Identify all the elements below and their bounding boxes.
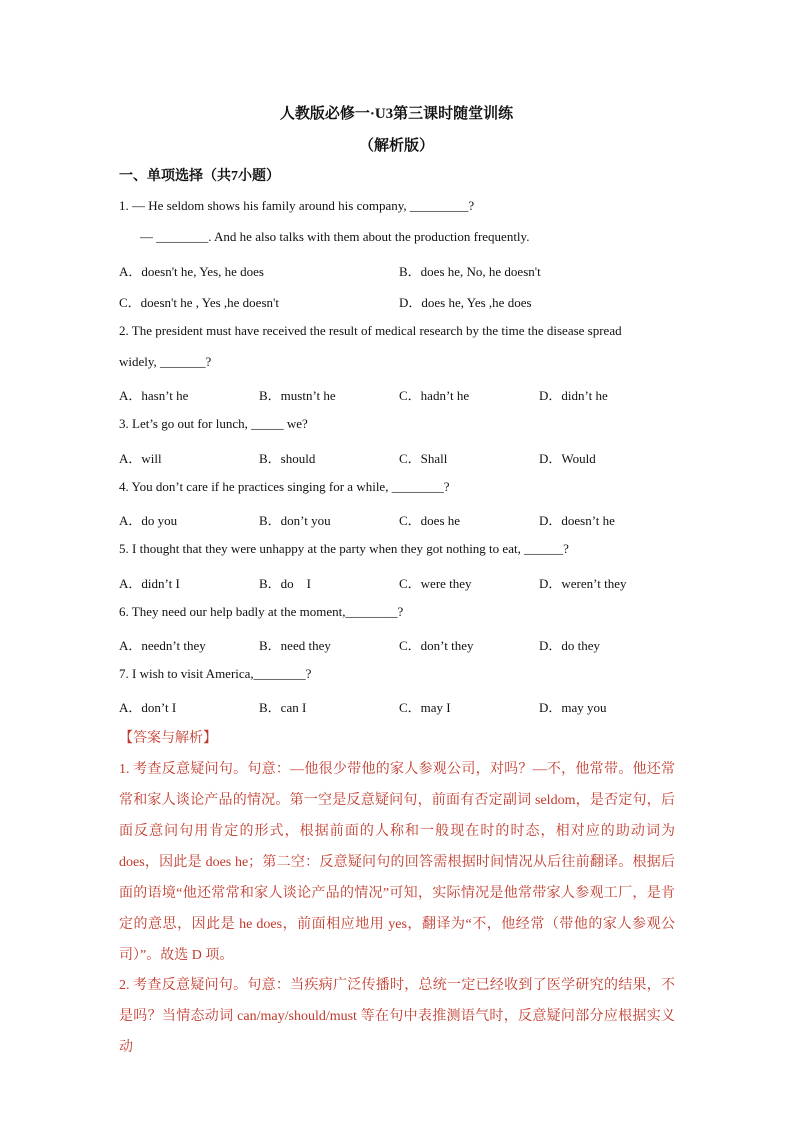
question-2-stem-cont: widely, _______? <box>119 354 212 369</box>
question-7-option-d: D．may you <box>539 700 607 715</box>
question-6-option-a: A．needn’t they <box>119 638 206 653</box>
question-3-option-d: D．Would <box>539 451 596 466</box>
analysis-2: 2. 考查反意疑问句。句意：当疾病广泛传播时，总统一定已经收到了医学研究的结果，不是吗？当情态动词 can/may/should/must 等在句中表推测语气时，反意疑问部分应根据实义动 <box>119 978 675 1055</box>
question-6-option-c: C．don’t they <box>399 638 474 653</box>
question-1-option-b: B．does he, No, he doesn't <box>399 264 541 279</box>
question-3-stem: 3. Let’s go out for lunch, _____ we? <box>119 416 308 431</box>
question-7-option-b: B．can I <box>259 700 307 715</box>
question-6-option-d: D．do they <box>539 638 601 653</box>
answer-heading: 【答案与解析】 <box>119 731 217 746</box>
question-3-option-b: B．should <box>259 451 316 466</box>
question-1-stem-reply: — ________. And he also talks with them about the production frequently. <box>140 229 530 244</box>
question-4-stem: 4. You don’t care if he practices singing for a while, ________? <box>119 479 450 494</box>
question-7-stem: 7. I wish to visit America,________? <box>119 666 312 681</box>
question-4-option-b: B．don’t you <box>259 513 331 528</box>
question-5-stem: 5. I thought that they were unhappy at the party when they got nothing to eat, ______? <box>119 541 569 556</box>
analysis-1: 1. 考查反意疑问句。句意：—他很少带他的家人参观公司，对吗？—不，他常带。他还常常和家人谈论产品的情况。第一空是反意疑问句，前面有否定副词 seldom，是否定句，后面反意问句用肯定的形式，根据前面的人称和一般现在时的时态，相对应的助动词为 does，因此是 does he；第二空：反意疑问句的回答需根据时间情况从后往前翻译。根据后面的语境“他还常常和家人谈论产品的情况”可知，实际情况是他常带家人参观工厂，是肯定的意思，因此是 he does，前面相应地用 yes，翻译为“不，他经常（带他的家人参观公司）”。故选 D 项。 <box>119 762 675 963</box>
question-2-stem: 2. The president must have received the result of medical research by the time the disease spread <box>119 323 622 338</box>
question-6-option-b: B．need they <box>259 638 331 653</box>
question-5-option-b: B．do I <box>259 576 312 591</box>
question-4-option-a: A．do you <box>119 513 178 528</box>
question-7-option-c: C．may I <box>399 700 451 715</box>
question-2-option-d: D．didn’t he <box>539 388 608 403</box>
page-title: 人教版必修一·U3第三课时随堂训练 <box>279 106 514 122</box>
question-1-option-c: C．doesn't he , Yes ,he doesn't <box>119 295 279 310</box>
question-5-option-d: D．weren’t they <box>539 576 627 591</box>
question-1-option-a: A．doesn't he, Yes, he does <box>119 264 264 279</box>
question-1-option-d: D．does he, Yes ,he does <box>399 295 532 310</box>
question-4-option-d: D．doesn’t he <box>539 513 615 528</box>
question-3-option-a: A．will <box>119 451 162 466</box>
question-2-option-b: B．mustn’t he <box>259 388 336 403</box>
section-heading: 一、单项选择（共7小题） <box>119 169 280 184</box>
question-1-stem: 1. — He seldom shows his family around his company, _________? <box>119 198 475 213</box>
question-5-option-c: C．were they <box>399 576 472 591</box>
question-5-option-a: A．didn’t I <box>119 576 180 591</box>
question-2-option-c: C．hadn’t he <box>399 388 470 403</box>
question-7-option-a: A．don’t I <box>119 700 177 715</box>
question-3-option-c: C．Shall <box>399 451 448 466</box>
question-4-option-c: C．does he <box>399 513 461 528</box>
page-subtitle: （解析版） <box>358 138 434 154</box>
question-2-option-a: A．hasn’t he <box>119 388 189 403</box>
question-6-stem: 6. They need our help badly at the moment,________? <box>119 604 404 619</box>
